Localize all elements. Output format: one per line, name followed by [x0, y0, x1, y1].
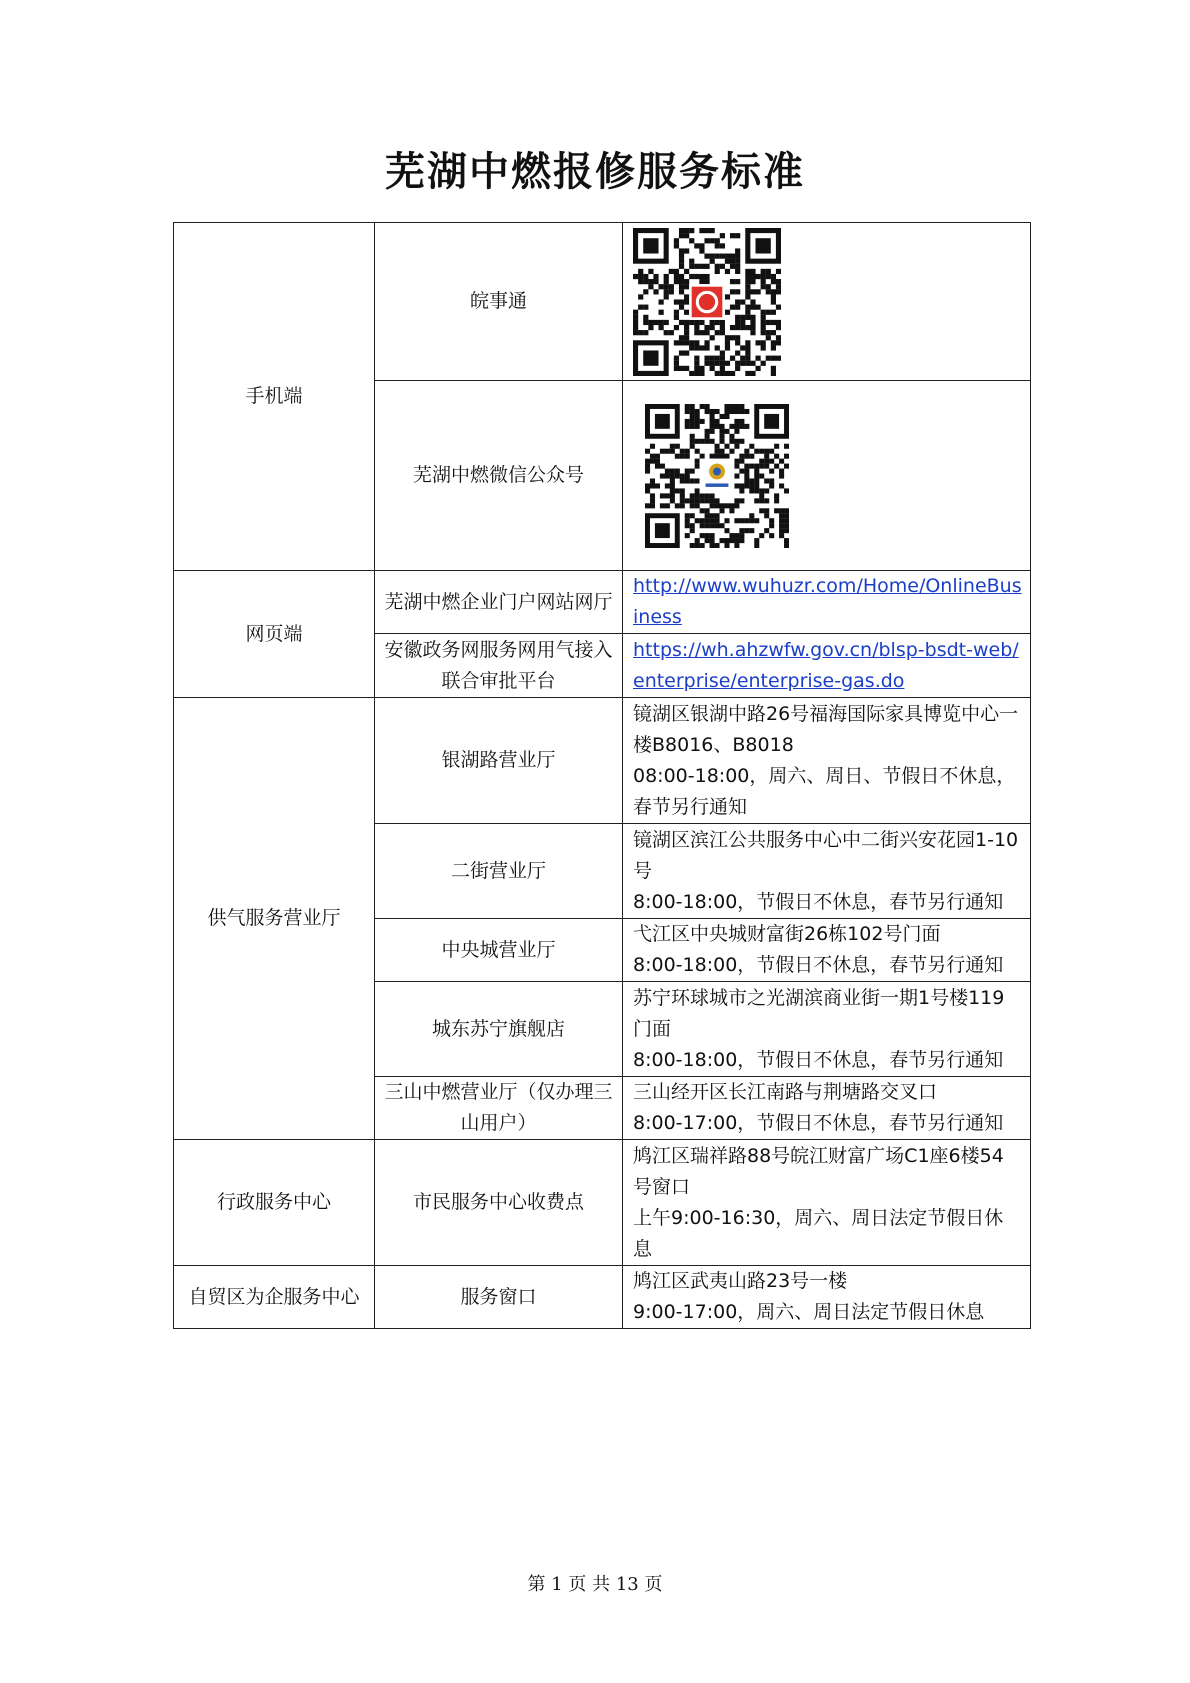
channel-anhui: 安徽政务网服务网用气接入联合审批平台: [375, 634, 623, 698]
category-admin: 行政服务中心: [174, 1140, 375, 1266]
hall-name: 三山中燃营业厅（仅办理三山用户）: [375, 1077, 623, 1140]
hall-address: 镜湖区银湖中路26号福海国际家具博览中心一楼B8016、B8018: [633, 702, 1019, 756]
hall-address: 三山经开区长江南路与荆塘路交叉口: [633, 1081, 938, 1103]
table-row: [174, 1266, 1031, 1329]
table-row: [174, 571, 1031, 634]
channel-wanshitong: 皖事通: [375, 223, 623, 381]
ftz-info: [623, 1266, 1031, 1329]
ftz-name: 服务窗口: [375, 1266, 623, 1329]
category-ftz: 自贸区为企服务中心: [174, 1266, 375, 1329]
hall-info: [623, 982, 1031, 1077]
ftz-hours: 9:00-17:00，周六、周日法定节假日休息: [633, 1301, 985, 1323]
category-halls: 供气服务营业厅: [174, 698, 375, 1140]
qr-cell-wechat: [623, 381, 1031, 571]
hall-info: [623, 824, 1031, 919]
wanshitong-qr-code: [633, 228, 781, 376]
admin-address: 鸠江区瑞祥路88号皖江财富广场C1座6楼54号窗口: [633, 1144, 1004, 1198]
hall-hours: 8:00-18:00，节假日不休息，春节另行通知: [633, 954, 1004, 976]
table-row: [174, 1140, 1031, 1266]
channel-portal: 芜湖中燃企业门户网站网厅: [375, 571, 623, 634]
hall-hours: 8:00-17:00，节假日不休息，春节另行通知: [633, 1112, 1004, 1134]
admin-name: 市民服务中心收费点: [375, 1140, 623, 1266]
hall-hours: 8:00-18:00，节假日不休息，春节另行通知: [633, 1048, 1004, 1071]
table-row: [174, 223, 1031, 381]
admin-hours: 上午9:00-16:30，周六、周日法定节假日休息: [633, 1206, 1004, 1260]
channel-wechat: 芜湖中燃微信公众号: [375, 381, 623, 571]
hall-hours: 08:00-18:00，周六、周日、节假日不休息，春节另行通知: [633, 764, 1016, 818]
hall-info: [623, 698, 1031, 824]
category-web: 网页端: [174, 571, 375, 698]
hall-name: 二街营业厅: [375, 824, 623, 919]
hall-name: 银湖路营业厅: [375, 698, 623, 824]
url-cell-portal: [623, 571, 1031, 634]
hall-name: 中央城营业厅: [375, 919, 623, 982]
url-cell-anhui: [623, 634, 1031, 698]
anhui-link[interactable]: https://wh.ahzwfw.gov.cn/blsp-bsdt-web/enterprise/enterprise-gas.do: [633, 638, 1019, 692]
ftz-address: 鸠江区武夷山路23号一楼: [633, 1270, 848, 1292]
portal-link[interactable]: http://www.wuhuzr.com/Home/OnlineBusiness: [633, 575, 1022, 628]
hall-address: 苏宁环球城市之光湖滨商业街一期1号楼119门面: [633, 986, 1005, 1040]
table-row: [174, 698, 1031, 824]
wechat-qr-code: [645, 404, 789, 548]
category-mobile: 手机端: [174, 223, 375, 571]
qr-cell-wanshitong: [623, 223, 1031, 381]
hall-hours: 8:00-18:00，节假日不休息，春节另行通知: [633, 890, 1004, 913]
hall-info: [623, 1077, 1031, 1140]
hall-info: [623, 919, 1031, 982]
service-table: [173, 222, 1031, 1329]
page-title: 芜湖中燃报修服务标准: [385, 148, 805, 195]
admin-info: [623, 1140, 1031, 1266]
hall-name: 城东苏宁旗舰店: [375, 982, 623, 1077]
hall-address: 镜湖区滨江公共服务中心中二街兴安花园1-10号: [633, 828, 1019, 882]
page-footer: 第 1 页 共 13 页: [527, 1574, 663, 1595]
hall-address: 弋江区中央城财富街26栋102号门面: [633, 923, 941, 945]
